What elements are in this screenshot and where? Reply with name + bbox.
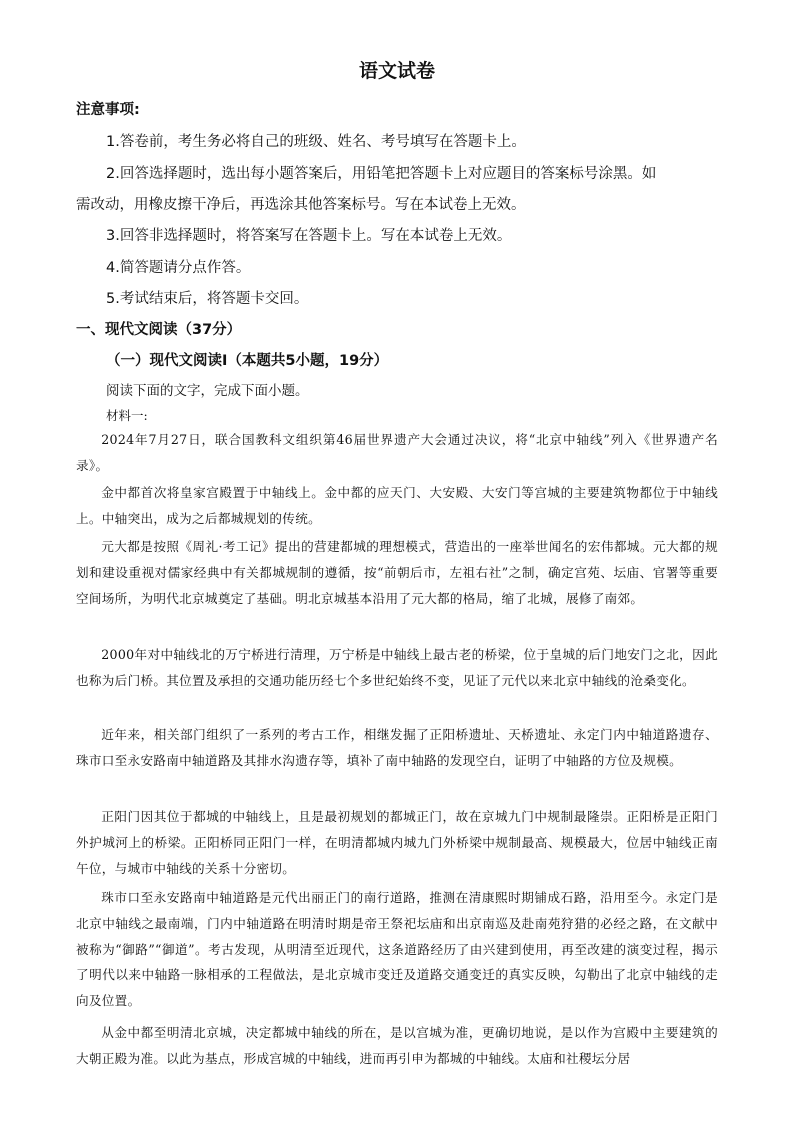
paragraph-3: 元大都是按照《周礼·考工记》提出的营建都城的理想模式，营造出的一座举世闻名的宏伟都城。元大都的规划和建设重视对儒家经典中有关都城规制的遵循，按“前朝后市，左祖右社”之制，确定宫苑、坛庙、官署等重要空间场所，为明代北京城奠定了基础。明北京城基本沿用了元大都的格局，缩了北城，展修了南郊。 [76,539,718,606]
notice-item-1: 1.答卷前，考生务必将自己的班级、姓名、考号填写在答题卡上。 [106,134,526,150]
page-title: 语文试卷 [358,60,435,82]
reading-instruction: 阅读下面的文字，完成下面小题。 [106,383,309,399]
paragraph-4: 2000年对中轴线北的万宁桥进行清理，万宁桥是中轴线上最古老的桥梁，位于皇城的后门地安门之北，因此也称为后门桥。其位置及承担的交通功能历经七个多世纪始终不变，见证了元代以来北京中轴线的沧桑变化。 [76,647,718,688]
notice-item-4: 4.简答题请分点作答。 [106,260,251,276]
paragraph-1: 2024年7月27日，联合国教科文组织第46届世界遗产大会通过决议，将“北京中轴线”列入《世界遗产名录》。 [76,432,718,473]
notice-item-5: 5.考试结束后，将答题卡交回。 [106,291,309,307]
paragraph-5: 近年来，相关部门组织了一系列的考古工作，相继发掘了正阳桥遗址、天桥遗址、永定门内中轴道路遗存、珠市口至永安路南中轴道路及其排水沟遗存等，填补了南中轴路的发现空白，证明了中轴路的方位及规模。 [76,727,718,768]
section-heading: 一、现代文阅读（37分） [76,322,242,338]
section-subheading: （一）现代文阅读Ⅰ（本题共5小题，19分） [106,353,389,369]
paragraph-7: 珠市口至永安路南中轴道路是元代出丽正门的南行道路，推测在清康熙时期铺成石路，沿用至今。永定门是北京中轴线之最南端，门内中轴道路在明清时期是帝王祭祀坛庙和出京南巡及赴南苑狩猎的必经之路，在文献中被称为“御路”“御道”。考古发现，从明清至近现代，这条道路经历了由兴建到使用，再至改建的演变过程，揭示了明代以来中轴路一脉相承的工程做法，是北京城市变迁及道路交通变迁的真实反映，勾勒出了北京中轴线的走向及位置。 [76,890,718,1009]
notice-heading: 注意事项: [76,102,140,118]
notice-item-3: 3.回答非选择题时，将答案写在答题卡上。写在本试卷上无效。 [106,228,512,244]
paragraph-8: 从金中都至明清北京城，决定都城中轴线的所在，是以宫城为准，更确切地说，是以作为宫殿中主要建筑的大朝正殿为准。以此为基点，形成宫城的中轴线，进而再引申为都城的中轴线。太庙和社稷坛分居 [76,1025,718,1066]
paragraph-6: 正阳门因其位于都城的中轴线上，且是最初规划的都城正门，故在京城九门中规制最隆崇。正阳桥是正阳门外护城河上的桥梁。正阳桥同正阳门一样，在明清都城内城九门外桥梁中规制最高、规模最大，位居中轴线正南午位，与城市中轴线的关系十分密切。 [76,809,718,876]
notice-item-2-cont: 需改动，用橡皮擦干净后，再选涂其他答案标号。写在本试卷上无效。 [76,197,526,213]
material-label: 材料一: [106,408,148,423]
paragraph-2: 金中都首次将皇家宫殿置于中轴线上。金中都的应天门、大安殿、大安门等宫城的主要建筑物都位于中轴线上。中轴突出，成为之后都城规划的传统。 [76,485,718,526]
notice-item-2: 2.回答选择题时，选出每小题答案后，用铅笔把答题卡上对应题目的答案标号涂黑。如 [106,166,657,182]
